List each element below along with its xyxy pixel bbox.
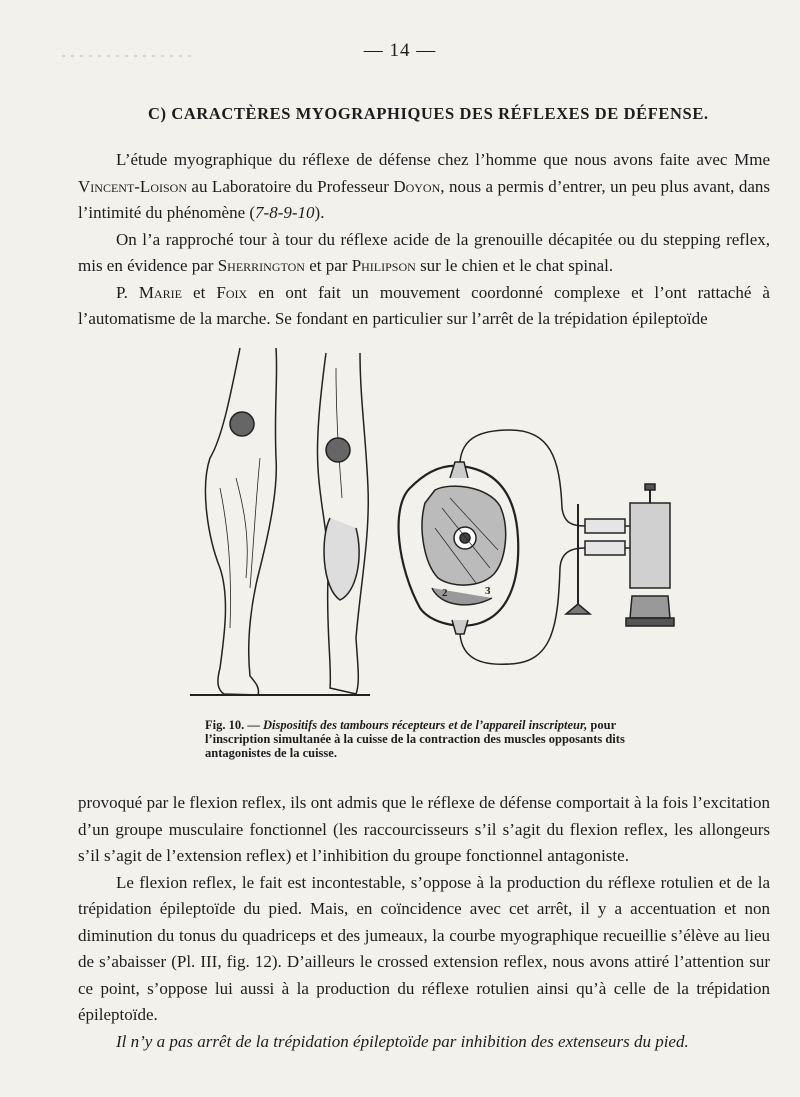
author-name: Philipson xyxy=(351,256,416,275)
caption-rest: pour l’inscription simultanée à la cuisse de la contraction des muscles opposants dits antagonistes de la cuisse. xyxy=(205,718,625,760)
section-heading: C) CARACTÈRES MYOGRAPHIQUES DES RÉFLEXES DE DÉFENSE. xyxy=(148,104,709,123)
paragraph-run: P. xyxy=(116,282,139,302)
author-name: Foix xyxy=(216,282,248,302)
paragraph-run: Il n’y a pas arrêt de la trépidation épileptoïde par inhibition des extenseurs du pied. xyxy=(116,1031,689,1051)
caption-label: Fig. 10. — xyxy=(205,718,260,732)
paragraph xyxy=(78,790,770,870)
paragraph-run: et xyxy=(182,282,217,302)
paragraph-run: On l’a rapproché tour à tour du réflexe acide de la grenouille décapitée ou du stepping reflex, mis en évidence par xyxy=(78,229,770,275)
paragraph-run: Le flexion reflex, le fait est incontestable, s’oppose à la production du réflexe rotulien et de la trépidation épileptoïde du pied. Mais, en coïncidence avec cet arrêt, il y a accentuation et non diminution du tonus du quadriceps et des jumeaux, la courbe myographique recueillie s’élève au lieu de s’abaisser (Pl. III, fig. 12). D’ailleurs le crossed extension reflex, nous avons attiré l’attention sur ce point, s’oppose lui aussi à la production du réflexe rotulien ainsi qu’à celle de la trépidation épileptoïde. xyxy=(78,872,770,1024)
receiver-drum-2 xyxy=(326,438,350,462)
paragraph-run: au Laboratoire du Professeur xyxy=(186,176,394,196)
leg-rear-view xyxy=(317,353,368,694)
paragraph-run: ). xyxy=(314,203,325,222)
author-name: Marie xyxy=(138,282,182,302)
paragraph xyxy=(78,1029,770,1056)
author-name: Vincent-Loison xyxy=(78,176,187,196)
paragraph xyxy=(78,870,770,1029)
figure-10 xyxy=(180,338,680,708)
paragraph xyxy=(78,147,770,227)
body-text-bottom xyxy=(78,790,770,1055)
thigh-cross-section xyxy=(399,466,519,626)
section-label-2: 2 xyxy=(442,587,448,599)
inscriber-apparatus xyxy=(566,484,674,626)
paragraph-run: L’étude myographique du réflexe de défense chez l’homme que nous avons faite avec Mme xyxy=(116,150,770,169)
body-text-top xyxy=(78,147,770,333)
paragraph xyxy=(78,280,770,333)
author-name: Sherrington xyxy=(217,256,305,275)
section-label-3: 3 xyxy=(485,585,491,597)
paragraph-run: sur le chien et le chat spinal. xyxy=(415,256,614,275)
recording-drum xyxy=(630,503,670,588)
paragraph-run: 7-8-9-10 xyxy=(255,203,315,222)
paragraph xyxy=(78,227,770,280)
figure-illustration xyxy=(180,338,680,708)
page-number: — 14 — xyxy=(363,40,437,61)
paragraph-run: , nous a permis d’entrer, un peu plus avant, dans l’intimité du phénomène ( xyxy=(78,176,770,222)
paragraph-run: en ont fait un mouvement coordonné complexe et l’ont rattaché à l’automatisme de la marche. Se fondant en particulier sur l’arrêt de la trépidation épileptoïde xyxy=(78,282,770,328)
author-name: Doyon xyxy=(393,176,441,196)
paragraph-run: provoqué par le flexion reflex, ils ont admis que le réflexe de défense comportait à la fois l’excitation d’un groupe musculaire fonctionnel (les raccourcisseurs s’il s’agit du flexion reflex, les allongeurs s’il s’agit de l’extension reflex) et l’inhibition du groupe fonctionnel antagoniste. xyxy=(78,793,770,865)
figure-caption xyxy=(205,718,675,760)
caption-title: Dispositifs des tambours récepteurs et de l’appareil inscripteur, xyxy=(262,718,588,732)
receiver-drum-1 xyxy=(230,412,254,436)
paragraph-run: et par xyxy=(304,256,352,275)
leg-side-view xyxy=(205,348,276,695)
